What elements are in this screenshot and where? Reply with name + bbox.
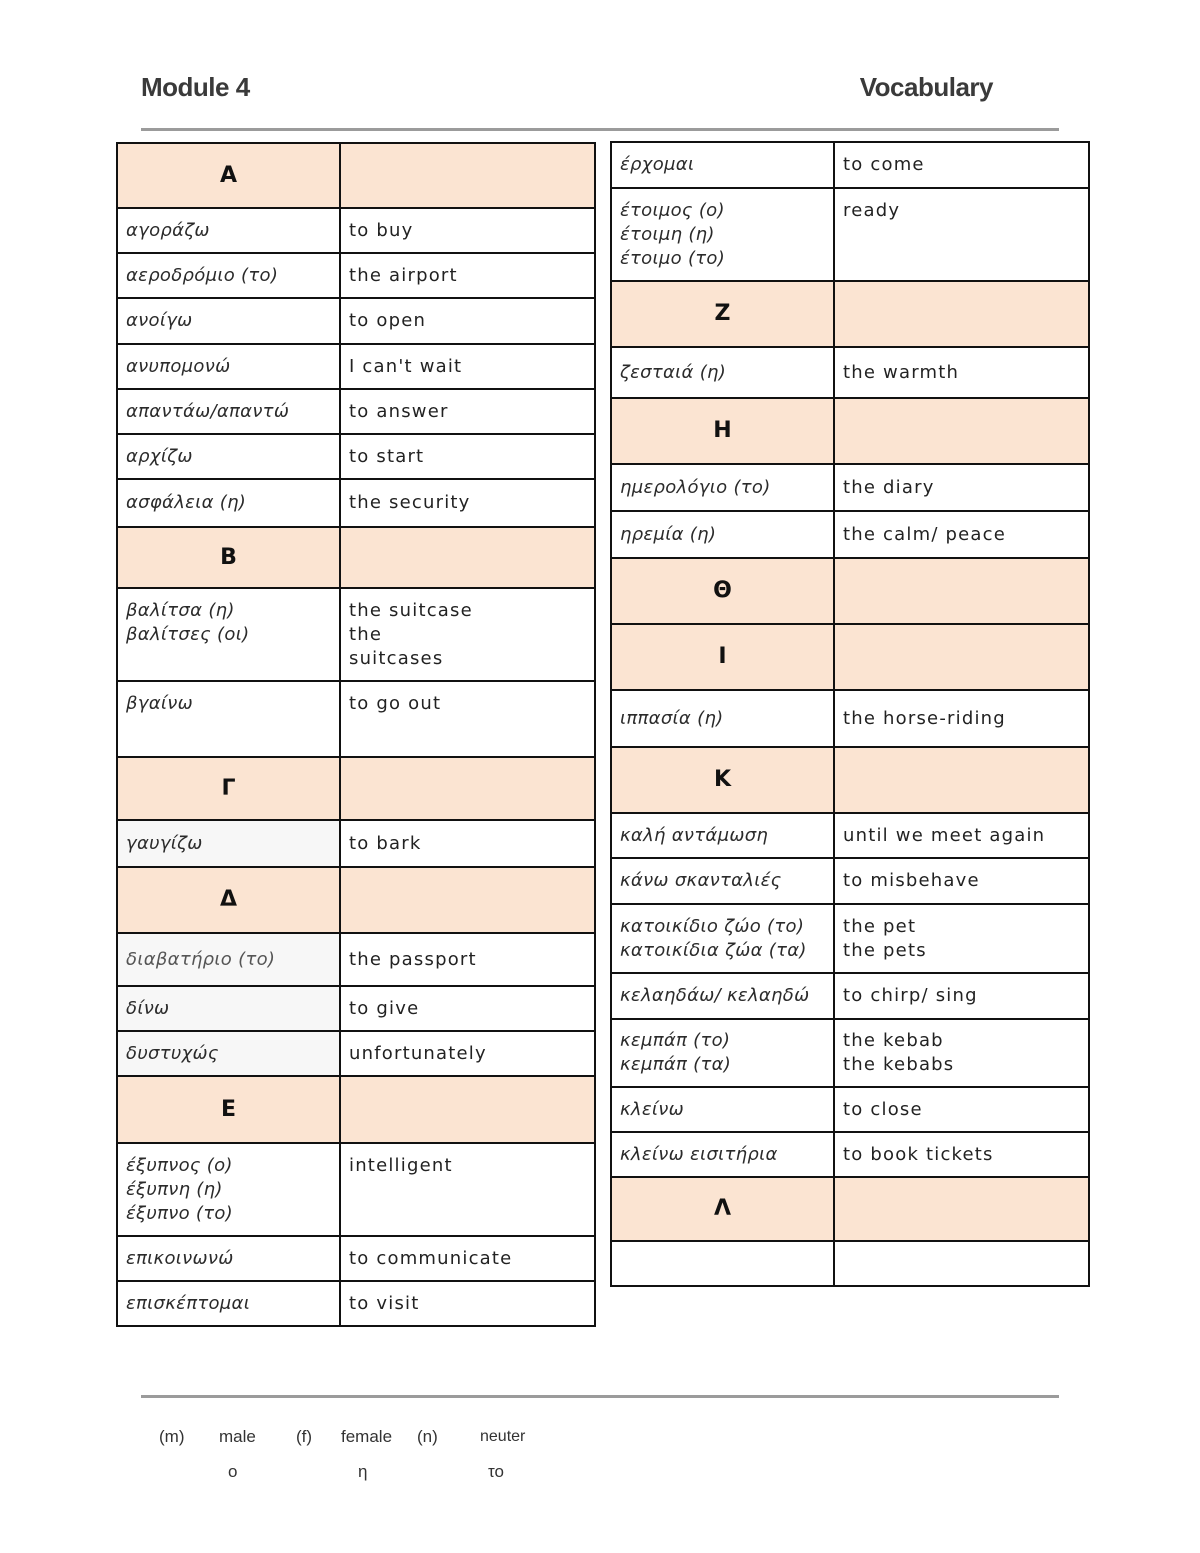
letter-heading: E: [117, 1076, 340, 1143]
letter-heading: Λ: [611, 1177, 834, 1241]
english-term: the calm/ peace: [834, 511, 1089, 558]
table-row: [117, 344, 595, 389]
table-row: [611, 347, 1089, 398]
letter-heading-blank: [834, 398, 1089, 464]
table-row: [117, 389, 595, 434]
greek-term: δίνω: [117, 986, 340, 1031]
vocabulary-title: Vocabulary: [859, 72, 993, 102]
letter-row-z: [611, 281, 1089, 347]
letter-heading: Θ: [611, 558, 834, 624]
table-row: [611, 973, 1089, 1019]
greek-term: έρχομαι: [611, 142, 834, 188]
greek-term: ανοίγω: [117, 298, 340, 344]
greek-term: καλή αντάμωση: [611, 813, 834, 858]
table-row: [611, 1087, 1089, 1132]
english-term: the horse-riding: [834, 690, 1089, 747]
english-term: to answer: [340, 389, 595, 434]
table-row: [611, 904, 1089, 973]
table-row: [117, 298, 595, 344]
legend-n-abbr: (n): [417, 1427, 438, 1446]
letter-heading-blank: [834, 747, 1089, 813]
greek-term: κελαηδάω/ κελαηδώ: [611, 973, 834, 1019]
letter-heading: Δ: [117, 867, 340, 933]
letter-heading-blank: [340, 867, 595, 933]
module-title: Module 4: [141, 72, 250, 102]
greek-term: ηρεμία (η): [611, 511, 834, 558]
letter-row-k: [611, 747, 1089, 813]
table-row: [117, 1031, 595, 1076]
english-term: to misbehave: [834, 858, 1089, 904]
english-term: to buy: [340, 208, 595, 253]
greek-term: ζεσταιά (η): [611, 347, 834, 398]
legend-f-abbr: (f): [296, 1427, 313, 1446]
table-row: [117, 1281, 595, 1326]
table-row: [117, 588, 595, 681]
greek-term: αεροδρόμιο (το): [117, 253, 340, 298]
letter-heading-blank: [834, 558, 1089, 624]
greek-term: αρχίζω: [117, 434, 340, 479]
legend-m-article: ο: [228, 1462, 238, 1481]
letter-row-e: [117, 1076, 595, 1143]
greek-term: βγαίνω: [117, 681, 340, 757]
english-term: the pet the pets: [834, 904, 1089, 973]
english-term: to close: [834, 1087, 1089, 1132]
letter-heading-blank: [340, 527, 595, 588]
english-term: to give: [340, 986, 595, 1031]
letter-heading-blank: [340, 757, 595, 820]
legend-n-word: neuter: [480, 1428, 526, 1445]
english-term: I can't wait: [340, 344, 595, 389]
greek-term: κλείνω: [611, 1087, 834, 1132]
english-term: the kebab the kebabs: [834, 1019, 1089, 1087]
letter-heading: H: [611, 398, 834, 464]
greek-term: κάνω σκανταλιές: [611, 858, 834, 904]
greek-term: κλείνω εισιτήρια: [611, 1132, 834, 1177]
english-term: ready: [834, 188, 1089, 281]
english-term: the airport: [340, 253, 595, 298]
greek-term: διαβατήριο (το): [117, 933, 340, 986]
english-term: to book tickets: [834, 1132, 1089, 1177]
greek-term: έξυπνος (ο) έξυπνη (η) έξυπνο (το): [117, 1143, 340, 1236]
letter-row-h: [611, 398, 1089, 464]
table-row: [611, 1132, 1089, 1177]
greek-term: αγοράζω: [117, 208, 340, 253]
english-term: to come: [834, 142, 1089, 188]
letter-heading: Z: [611, 281, 834, 347]
letter-row-i: [611, 624, 1089, 690]
english-term: unfortunately: [340, 1031, 595, 1076]
letter-row-l: [611, 1177, 1089, 1241]
letter-heading-blank: [834, 281, 1089, 347]
letter-heading: K: [611, 747, 834, 813]
legend-m-word: male: [219, 1427, 256, 1446]
table-row: [611, 511, 1089, 558]
letter-row-d: [117, 867, 595, 933]
letter-row-g: [117, 757, 595, 820]
letter-heading-blank: [340, 1076, 595, 1143]
legend-m-abbr: (m): [159, 1427, 185, 1446]
english-term: the diary: [834, 464, 1089, 511]
greek-term: επισκέπτομαι: [117, 1281, 340, 1326]
greek-term: ανυπομονώ: [117, 344, 340, 389]
table-row: [611, 1019, 1089, 1087]
table-row: [117, 253, 595, 298]
empty-cell: [834, 1241, 1089, 1286]
english-term: to communicate: [340, 1236, 595, 1281]
english-term: to go out: [340, 681, 595, 757]
english-term: the security: [340, 479, 595, 527]
empty-cell: [611, 1241, 834, 1286]
english-term: the passport: [340, 933, 595, 986]
table-row: [117, 986, 595, 1031]
greek-term: ασφάλεια (η): [117, 479, 340, 527]
letter-row-a: [117, 143, 595, 208]
table-row: [611, 813, 1089, 858]
legend-f-word: female: [341, 1427, 393, 1446]
table-row: [611, 464, 1089, 511]
table-row: [117, 933, 595, 986]
english-term: to bark: [340, 820, 595, 867]
table-row: [611, 1241, 1089, 1286]
letter-row-b: [117, 527, 595, 588]
table-row: [117, 820, 595, 867]
table-row: [117, 479, 595, 527]
table-row: [117, 1143, 595, 1236]
english-term: the warmth: [834, 347, 1089, 398]
letter-heading: I: [611, 624, 834, 690]
legend-f-article: η: [358, 1462, 368, 1481]
greek-term: επικοινωνώ: [117, 1236, 340, 1281]
english-term: to start: [340, 434, 595, 479]
letter-heading: A: [117, 143, 340, 208]
greek-term: κατοικίδιο ζώο (το) κατοικίδια ζώα (τα): [611, 904, 834, 973]
english-term: to chirp/ sing: [834, 973, 1089, 1019]
table-row: [117, 1236, 595, 1281]
table-row: [611, 188, 1089, 281]
table-row: [117, 434, 595, 479]
table-row: [611, 142, 1089, 188]
table-row: [117, 681, 595, 757]
letter-heading-blank: [834, 1177, 1089, 1241]
greek-term: γαυγίζω: [117, 820, 340, 867]
english-term: intelligent: [340, 1143, 595, 1236]
vocab-table-right: [610, 141, 1090, 1287]
footer-divider: [141, 1395, 1059, 1398]
english-term: to open: [340, 298, 595, 344]
greek-term: ιππασία (η): [611, 690, 834, 747]
greek-term: δυστυχώς: [117, 1031, 340, 1076]
english-term: to visit: [340, 1281, 595, 1326]
letter-heading: B: [117, 527, 340, 588]
english-term: the suitcase the suitcases: [340, 588, 595, 681]
greek-term: κεμπάπ (το) κεμπάπ (τα): [611, 1019, 834, 1087]
table-row: [611, 858, 1089, 904]
greek-term: ημερολόγιο (το): [611, 464, 834, 511]
legend-n-article: το: [488, 1462, 504, 1481]
letter-heading-blank: [340, 143, 595, 208]
english-term: until we meet again: [834, 813, 1089, 858]
vocab-table-left: [116, 142, 596, 1327]
table-row: [611, 690, 1089, 747]
letter-heading: Γ: [117, 757, 340, 820]
letter-heading-blank: [834, 624, 1089, 690]
letter-row-theta: [611, 558, 1089, 624]
greek-term: βαλίτσα (η) βαλίτσες (οι): [117, 588, 340, 681]
greek-term: έτοιμος (ο) έτοιμη (η) έτοιμο (το): [611, 188, 834, 281]
greek-term: απαντάω/απαντώ: [117, 389, 340, 434]
header-divider: [141, 128, 1059, 131]
page-header: [141, 72, 993, 112]
table-row: [117, 208, 595, 253]
